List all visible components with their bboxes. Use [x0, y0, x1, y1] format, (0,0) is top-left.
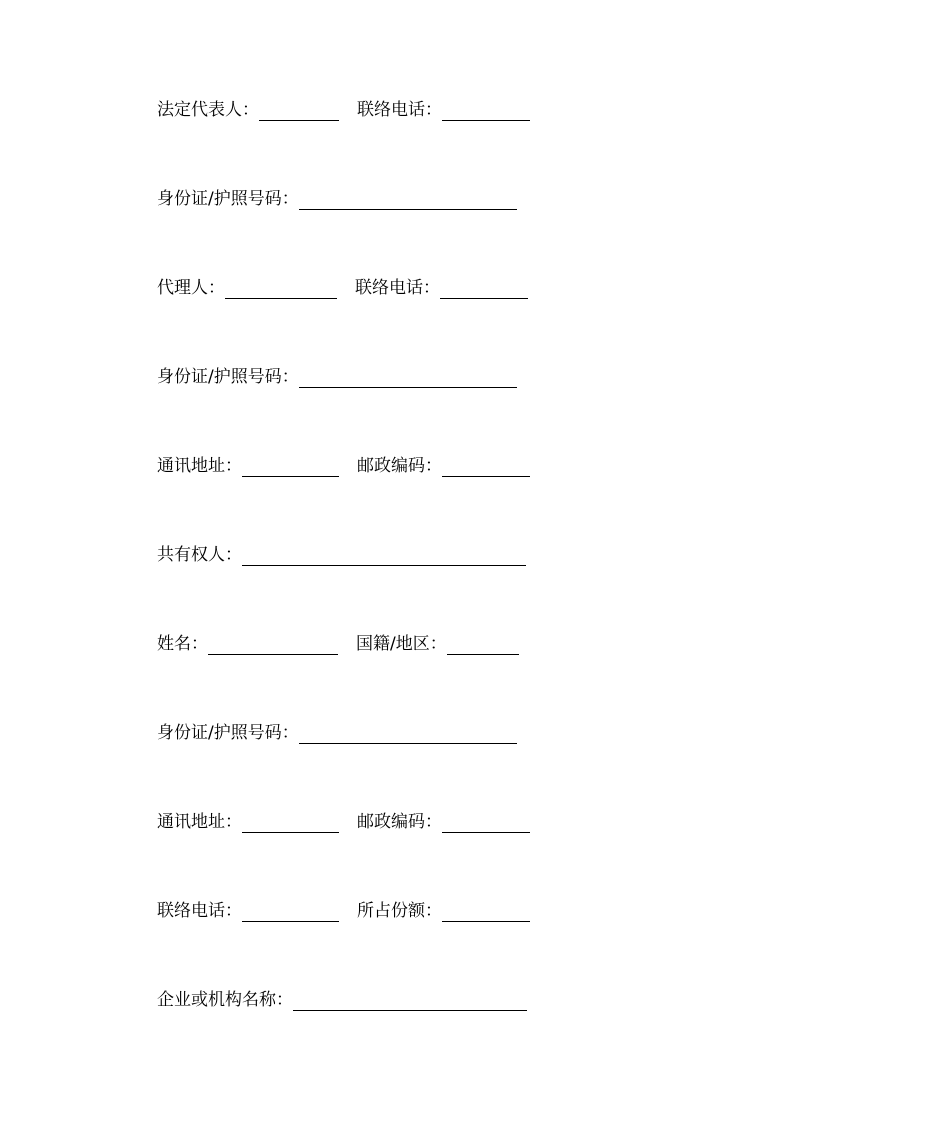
co-owner-label: 共有权人： [157, 545, 242, 565]
legal-representative-row [157, 98, 530, 122]
co-owner-blank[interactable] [242, 547, 526, 566]
address-label: 通讯地址： [157, 456, 242, 476]
co-owner-row [157, 543, 526, 567]
name-blank[interactable] [208, 636, 338, 655]
contact-phone-label: 联络电话： [357, 100, 442, 120]
phone-share-row [157, 899, 530, 923]
id-passport-label: 身份证/护照号码： [157, 189, 299, 209]
share-blank[interactable] [442, 903, 530, 922]
organization-label: 企业或机构名称： [157, 990, 293, 1010]
postal-code-label: 邮政编码： [357, 812, 442, 832]
id-passport-blank[interactable] [299, 369, 517, 388]
address-blank[interactable] [242, 458, 339, 477]
share-label: 所占份额： [357, 901, 442, 921]
agent-row [157, 276, 528, 300]
id-passport-label: 身份证/护照号码： [157, 723, 299, 743]
id-passport-row-3 [157, 721, 517, 745]
organization-row [157, 988, 527, 1012]
phone-blank[interactable] [242, 903, 339, 922]
agent-blank[interactable] [225, 280, 337, 299]
legal-representative-label: 法定代表人： [157, 100, 259, 120]
id-passport-row-1 [157, 187, 517, 211]
phone-label: 联络电话： [157, 901, 242, 921]
address-row-2 [157, 810, 530, 834]
nationality-blank[interactable] [447, 636, 519, 655]
legal-representative-blank[interactable] [259, 102, 339, 121]
id-passport-blank[interactable] [299, 725, 517, 744]
address-label: 通讯地址： [157, 812, 242, 832]
postal-code-blank[interactable] [442, 814, 530, 833]
postal-code-label: 邮政编码： [357, 456, 442, 476]
id-passport-blank[interactable] [299, 191, 517, 210]
agent-phone-label: 联络电话： [355, 278, 440, 298]
address-blank[interactable] [242, 814, 339, 833]
address-row-1 [157, 454, 530, 478]
postal-code-blank[interactable] [442, 458, 530, 477]
id-passport-row-2 [157, 365, 517, 389]
agent-phone-blank[interactable] [440, 280, 528, 299]
name-label: 姓名： [157, 634, 208, 654]
name-nationality-row [157, 632, 519, 656]
agent-label: 代理人： [157, 278, 225, 298]
contact-phone-blank[interactable] [442, 102, 530, 121]
nationality-label: 国籍/地区： [356, 634, 447, 654]
id-passport-label: 身份证/护照号码： [157, 367, 299, 387]
organization-blank[interactable] [293, 992, 527, 1011]
